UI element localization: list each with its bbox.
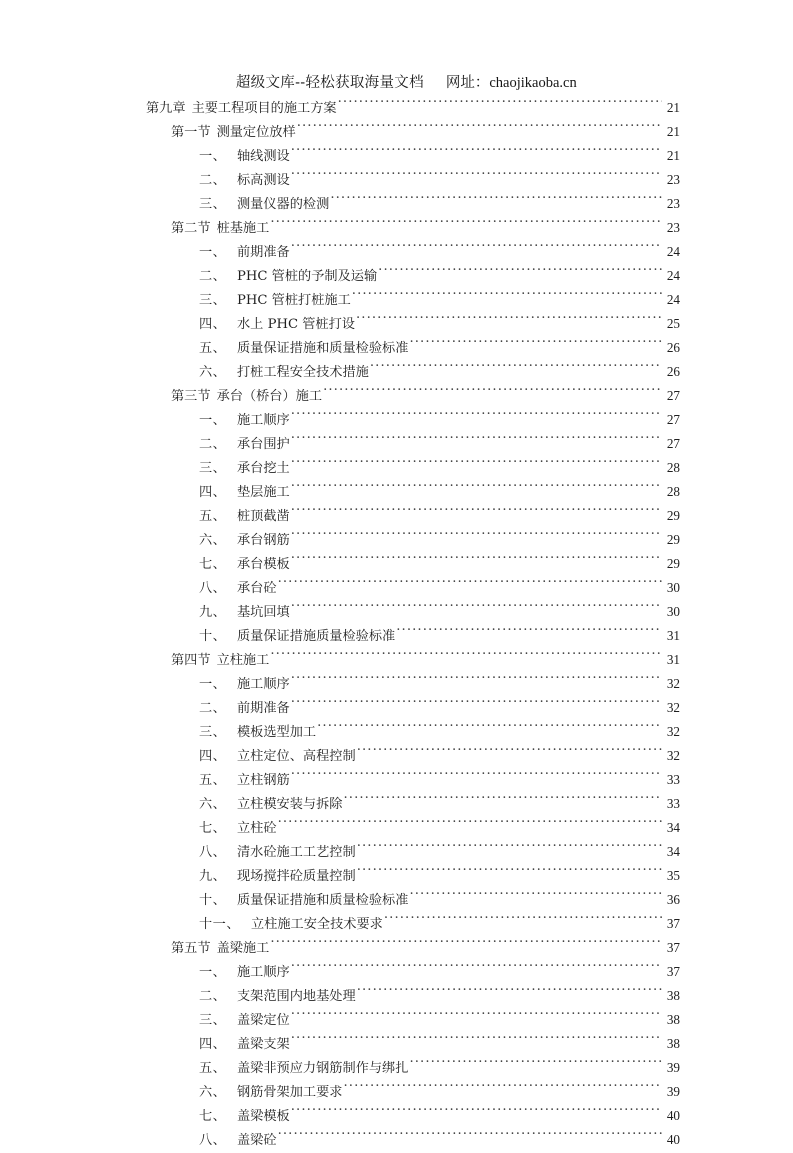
toc-entry-number: 第一节 xyxy=(171,125,211,140)
toc-entry[interactable] xyxy=(0,168,793,192)
toc-entry-number: 四、 xyxy=(199,317,227,332)
toc-leader-dots xyxy=(357,864,662,880)
toc-entry-label: 轴线测设 xyxy=(237,149,290,164)
toc-entry-page-number: 31 xyxy=(666,628,680,643)
toc-entry-label: 盖梁模板 xyxy=(237,1109,290,1124)
toc-leader-dots xyxy=(270,936,662,952)
toc-entry-label: 清水砼施工工艺控制 xyxy=(237,845,356,860)
toc-entry-label: 盖梁砼 xyxy=(237,1133,277,1148)
toc-entry-number: 三、 xyxy=(199,461,227,476)
toc-entry[interactable] xyxy=(0,624,793,648)
toc-entry-page-number: 26 xyxy=(666,364,680,379)
header-url: 网址：chaojikaoba.cn xyxy=(445,75,577,91)
toc-entry-label: 立柱定位、高程控制 xyxy=(237,749,356,764)
toc-entry[interactable] xyxy=(0,984,793,1008)
toc-entry-label: 盖梁定位 xyxy=(237,1013,290,1028)
toc-entry[interactable] xyxy=(0,960,793,984)
toc-entry-number: 三、 xyxy=(199,1013,227,1028)
toc-entry-number: 四、 xyxy=(199,485,227,500)
toc-entry[interactable] xyxy=(0,600,793,624)
toc-entry-number: 十一、 xyxy=(199,917,241,932)
toc-entry-label: 盖梁非预应力钢筋制作与绑扎 xyxy=(237,1061,409,1076)
toc-leader-dots xyxy=(278,576,662,592)
toc-entry-number: 七、 xyxy=(199,821,227,836)
toc-entry-page-number: 33 xyxy=(666,796,680,811)
toc-leader-dots xyxy=(291,408,662,424)
toc-entry-number: 四、 xyxy=(199,749,227,764)
toc-entry[interactable] xyxy=(0,336,793,360)
toc-entry-number: 五、 xyxy=(199,341,227,356)
toc-entry-page-number: 38 xyxy=(666,1012,680,1027)
toc-entry-page-number: 37 xyxy=(666,940,680,955)
toc-entry-label: 立柱砼 xyxy=(237,821,277,836)
toc-entry-label: 立柱模安装与拆除 xyxy=(237,797,343,812)
toc-entry-page-number: 24 xyxy=(666,268,680,283)
toc-leader-dots xyxy=(370,360,662,376)
toc-entry-page-number: 24 xyxy=(666,244,680,259)
toc-leader-dots xyxy=(291,552,662,568)
toc-entry-label: 基坑回填 xyxy=(237,605,290,620)
toc-entry[interactable] xyxy=(0,1008,793,1032)
toc-entry-label: 主要工程项目的施工方案 xyxy=(191,101,337,116)
toc-entry-label: 测量仪器的检测 xyxy=(237,197,330,212)
toc-entry[interactable] xyxy=(0,768,793,792)
toc-entry-number: 第九章 xyxy=(146,101,186,116)
toc-entry[interactable] xyxy=(0,384,793,408)
toc-entry[interactable] xyxy=(0,1032,793,1056)
toc-entry-label: 承台钢筋 xyxy=(237,533,290,548)
toc-entry-page-number: 27 xyxy=(666,436,680,451)
toc-entry-number: 二、 xyxy=(199,437,227,452)
toc-entry[interactable] xyxy=(0,792,793,816)
toc-entry-number: 七、 xyxy=(199,557,227,572)
toc-entry[interactable] xyxy=(0,552,793,576)
toc-leader-dots xyxy=(278,1128,662,1144)
toc-entry-page-number: 34 xyxy=(666,844,680,859)
toc-entry-page-number: 31 xyxy=(666,652,680,667)
toc-entry-number: 三、 xyxy=(199,725,227,740)
toc-leader-dots xyxy=(409,336,662,352)
toc-leader-dots xyxy=(291,1008,662,1024)
toc-entry-number: 二、 xyxy=(199,989,227,1004)
toc-entry-label: 立柱施工 xyxy=(216,653,270,668)
toc-entry[interactable] xyxy=(0,888,793,912)
toc-leader-dots xyxy=(291,432,662,448)
toc-entry-label: PHC 管桩的予制及运输 xyxy=(237,269,378,284)
toc-entry[interactable] xyxy=(0,192,793,216)
toc-entry-number: 二、 xyxy=(199,269,227,284)
toc-entry[interactable] xyxy=(0,120,793,144)
toc-entry[interactable] xyxy=(0,1104,793,1128)
toc-entry-page-number: 30 xyxy=(666,604,680,619)
toc-leader-dots xyxy=(291,696,662,712)
toc-entry[interactable] xyxy=(0,744,793,768)
toc-entry-page-number: 21 xyxy=(666,124,680,139)
toc-leader-dots xyxy=(291,528,662,544)
toc-entry[interactable] xyxy=(0,672,793,696)
toc-entry-number: 四、 xyxy=(199,1037,227,1052)
toc-entry-label: 前期准备 xyxy=(237,701,290,716)
toc-leader-dots xyxy=(378,264,662,280)
toc-entry-number: 一、 xyxy=(199,677,227,692)
toc-entry-number: 一、 xyxy=(199,965,227,980)
toc-entry[interactable] xyxy=(0,696,793,720)
toc-entry[interactable] xyxy=(0,1056,793,1080)
toc-entry-page-number: 28 xyxy=(666,460,680,475)
toc-leader-dots xyxy=(357,840,662,856)
toc-entry-page-number: 23 xyxy=(666,172,680,187)
toc-entry-number: 二、 xyxy=(199,173,227,188)
toc-entry-label: 承台围护 xyxy=(237,437,290,452)
toc-entry-number: 第四节 xyxy=(171,653,211,668)
toc-entry-number: 六、 xyxy=(199,797,227,812)
toc-entry-page-number: 29 xyxy=(666,532,680,547)
toc-leader-dots xyxy=(357,744,662,760)
toc-entry-page-number: 23 xyxy=(666,196,680,211)
toc-leader-dots xyxy=(291,672,662,688)
toc-entry-label: 施工顺序 xyxy=(237,677,290,692)
toc-entry[interactable] xyxy=(0,456,793,480)
toc-entry[interactable] xyxy=(0,480,793,504)
toc-leader-dots xyxy=(291,600,662,616)
toc-entry[interactable] xyxy=(0,408,793,432)
toc-entry-label: 施工顺序 xyxy=(237,965,290,980)
toc-leader-dots xyxy=(357,984,662,1000)
toc-entry[interactable] xyxy=(0,648,793,672)
toc-entry-number: 第五节 xyxy=(171,941,211,956)
toc-entry-label: 盖梁施工 xyxy=(216,941,270,956)
toc-entry-number: 第二节 xyxy=(171,221,211,236)
toc-entry-number: 一、 xyxy=(199,149,227,164)
toc-leader-dots xyxy=(291,456,662,472)
toc-entry[interactable] xyxy=(0,264,793,288)
toc-entry-label: 支架范围内地基处理 xyxy=(237,989,356,1004)
toc-entry-label: 现场搅拌砼质量控制 xyxy=(237,869,356,884)
toc-entry-number: 五、 xyxy=(199,509,227,524)
toc-leader-dots xyxy=(291,480,662,496)
toc-entry-number: 九、 xyxy=(199,605,227,620)
toc-leader-dots xyxy=(291,168,662,184)
toc-entry-page-number: 39 xyxy=(666,1084,680,1099)
toc-entry[interactable] xyxy=(0,912,793,936)
toc-entry-number: 八、 xyxy=(199,1133,227,1148)
toc-entry-label: 承台模板 xyxy=(237,557,290,572)
toc-leader-dots xyxy=(291,960,662,976)
toc-entry[interactable] xyxy=(0,528,793,552)
toc-entry-label: 承台（桥台）施工 xyxy=(216,389,323,404)
toc-entry-page-number: 24 xyxy=(666,292,680,307)
toc-entry-number: 六、 xyxy=(199,365,227,380)
toc-entry-number: 一、 xyxy=(199,413,227,428)
toc-entry-page-number: 29 xyxy=(666,556,680,571)
toc-leader-dots xyxy=(291,768,662,784)
toc-leader-dots xyxy=(291,1032,662,1048)
toc-entry[interactable] xyxy=(0,1080,793,1104)
toc-leader-dots xyxy=(291,504,662,520)
toc-entry-page-number: 37 xyxy=(666,916,680,931)
toc-entry-label: 垫层施工 xyxy=(237,485,290,500)
toc-entry-page-number: 26 xyxy=(666,340,680,355)
toc-entry-page-number: 21 xyxy=(666,100,680,115)
toc-entry-label: 打桩工程安全技术措施 xyxy=(237,365,369,380)
toc-leader-dots xyxy=(291,240,662,256)
toc-leader-dots xyxy=(291,1104,662,1120)
toc-entry[interactable] xyxy=(0,864,793,888)
toc-entry-number: 三、 xyxy=(199,197,227,212)
toc-entry-page-number: 33 xyxy=(666,772,680,787)
toc-leader-dots xyxy=(297,120,662,136)
toc-entry-label: 盖梁支架 xyxy=(237,1037,290,1052)
toc-entry-page-number: 37 xyxy=(666,964,680,979)
toc-entry-label: 立柱钢筋 xyxy=(237,773,290,788)
toc-entry[interactable] xyxy=(0,432,793,456)
toc-entry[interactable] xyxy=(0,936,793,960)
table-of-contents xyxy=(0,96,793,1152)
toc-entry-page-number: 36 xyxy=(666,892,680,907)
toc-leader-dots xyxy=(330,192,662,208)
toc-entry-number: 三、 xyxy=(199,293,227,308)
toc-entry-page-number: 32 xyxy=(666,748,680,763)
toc-entry-label: PHC 管桩打桩施工 xyxy=(237,293,351,308)
toc-leader-dots xyxy=(344,792,663,808)
toc-entry-number: 八、 xyxy=(199,581,227,596)
toc-leader-dots xyxy=(338,96,662,112)
toc-entry-page-number: 32 xyxy=(666,724,680,739)
toc-entry-page-number: 39 xyxy=(666,1060,680,1075)
toc-entry-page-number: 32 xyxy=(666,676,680,691)
toc-entry-number: 五、 xyxy=(199,773,227,788)
toc-entry-label: 水上 PHC 管桩打设 xyxy=(237,317,355,332)
toc-leader-dots xyxy=(270,216,662,232)
header-site-name: 超级文库--轻松获取海量文档 xyxy=(235,75,424,91)
toc-entry-page-number: 28 xyxy=(666,484,680,499)
toc-leader-dots xyxy=(409,888,662,904)
toc-leader-dots xyxy=(323,384,662,400)
toc-entry-label: 标高测设 xyxy=(237,173,290,188)
toc-entry-number: 八、 xyxy=(199,845,227,860)
toc-entry-number: 六、 xyxy=(199,1085,227,1100)
toc-entry[interactable] xyxy=(0,816,793,840)
toc-entry[interactable] xyxy=(0,216,793,240)
toc-entry-page-number: 32 xyxy=(666,700,680,715)
toc-entry-page-number: 27 xyxy=(666,388,680,403)
toc-leader-dots xyxy=(317,720,662,736)
toc-leader-dots xyxy=(409,1056,662,1072)
toc-entry-number: 十、 xyxy=(199,893,227,908)
toc-entry-label: 立柱施工安全技术要求 xyxy=(251,917,383,932)
toc-entry[interactable] xyxy=(0,360,793,384)
toc-entry-label: 模板选型加工 xyxy=(237,725,317,740)
toc-entry-page-number: 23 xyxy=(666,220,680,235)
toc-entry-label: 钢筋骨架加工要求 xyxy=(237,1085,343,1100)
toc-leader-dots xyxy=(384,912,662,928)
toc-leader-dots xyxy=(278,816,662,832)
toc-entry-label: 测量定位放样 xyxy=(216,125,296,140)
toc-entry[interactable] xyxy=(0,96,793,120)
toc-entry-page-number: 27 xyxy=(666,412,680,427)
toc-entry-page-number: 40 xyxy=(666,1132,680,1147)
toc-entry[interactable] xyxy=(0,504,793,528)
toc-entry[interactable] xyxy=(0,312,793,336)
toc-leader-dots xyxy=(291,144,662,160)
toc-entry[interactable] xyxy=(0,840,793,864)
toc-entry-page-number: 38 xyxy=(666,1036,680,1051)
toc-leader-dots xyxy=(356,312,662,328)
toc-entry-page-number: 40 xyxy=(666,1108,680,1123)
toc-entry-label: 承台砼 xyxy=(237,581,277,596)
toc-entry-number: 一、 xyxy=(199,245,227,260)
toc-entry-label: 桩顶截凿 xyxy=(237,509,290,524)
toc-entry-label: 施工顺序 xyxy=(237,413,290,428)
toc-entry[interactable] xyxy=(0,144,793,168)
toc-entry[interactable] xyxy=(0,240,793,264)
toc-leader-dots xyxy=(344,1080,663,1096)
toc-entry-page-number: 25 xyxy=(666,316,680,331)
toc-entry-number: 二、 xyxy=(199,701,227,716)
toc-entry[interactable] xyxy=(0,720,793,744)
toc-leader-dots xyxy=(270,648,662,664)
toc-entry-number: 五、 xyxy=(199,1061,227,1076)
toc-entry-page-number: 35 xyxy=(666,868,680,883)
toc-entry-label: 桩基施工 xyxy=(216,221,270,236)
toc-entry-label: 前期准备 xyxy=(237,245,290,260)
toc-entry-label: 质量保证措施和质量检验标准 xyxy=(237,341,409,356)
toc-entry-page-number: 21 xyxy=(666,148,680,163)
toc-entry-number: 九、 xyxy=(199,869,227,884)
toc-entry-label: 质量保证措施和质量检验标准 xyxy=(237,893,409,908)
toc-entry-label: 承台挖土 xyxy=(237,461,290,476)
toc-entry-page-number: 34 xyxy=(666,820,680,835)
toc-entry-page-number: 29 xyxy=(666,508,680,523)
toc-entry[interactable] xyxy=(0,576,793,600)
toc-entry-page-number: 38 xyxy=(666,988,680,1003)
toc-entry-number: 第三节 xyxy=(171,389,211,404)
toc-leader-dots xyxy=(352,288,662,304)
toc-leader-dots xyxy=(396,624,662,640)
toc-entry-number: 六、 xyxy=(199,533,227,548)
toc-entry[interactable] xyxy=(0,288,793,312)
toc-entry-page-number: 30 xyxy=(666,580,680,595)
toc-entry-number: 十、 xyxy=(199,629,227,644)
toc-entry-number: 七、 xyxy=(199,1109,227,1124)
toc-entry[interactable] xyxy=(0,1128,793,1152)
toc-entry-label: 质量保证措施质量检验标准 xyxy=(237,629,396,644)
